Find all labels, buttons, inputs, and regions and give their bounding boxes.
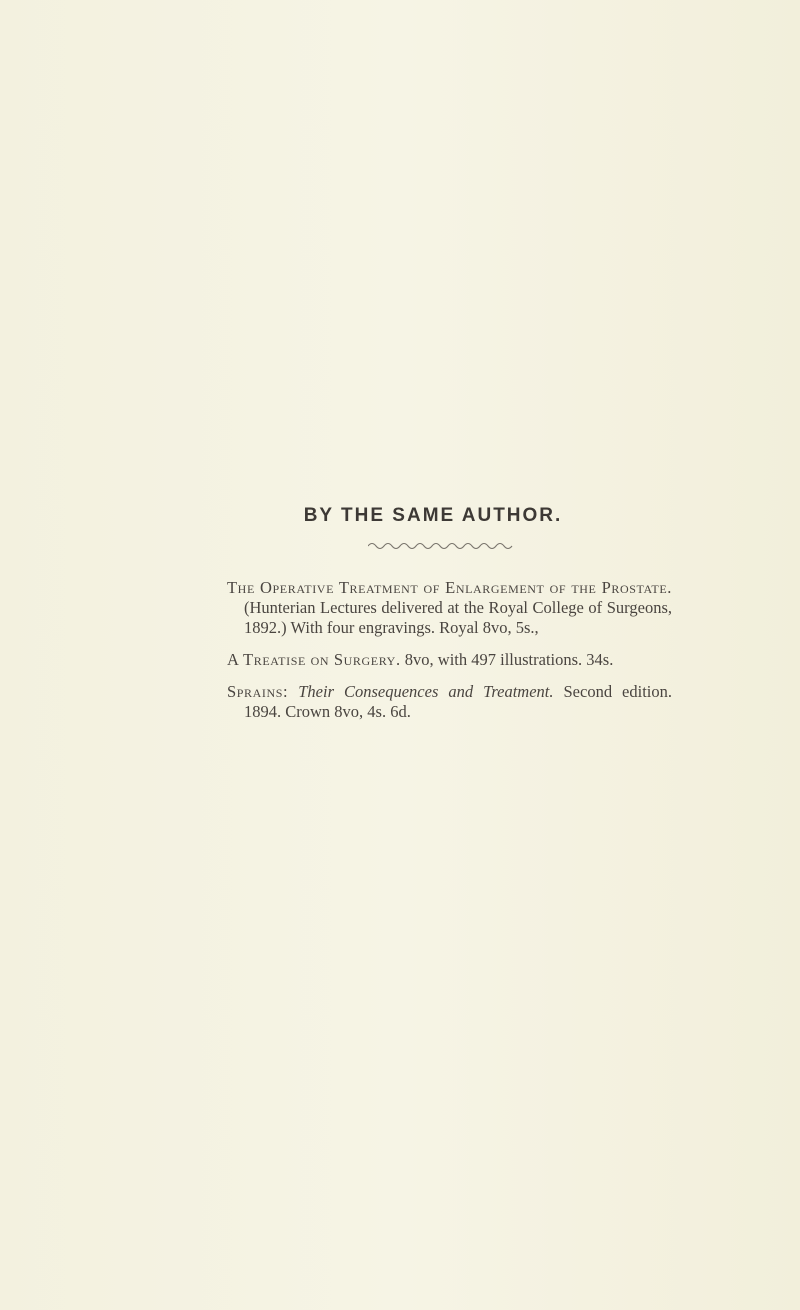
book-title: The Operative Treatment of Enlargement of the Prostate. <box>227 578 672 597</box>
book-entry-surgery <box>227 650 672 670</box>
book-title: Sprains: <box>227 682 289 701</box>
wavy-rule-ornament <box>368 540 513 550</box>
book-entry-sprains <box>227 682 672 722</box>
book-details: (Hunterian Lectures delivered at the Royal College of Surgeons, 1892.) With four engravings. Royal 8vo, 5s., <box>244 598 672 637</box>
book-title: A Treatise on Surgery. <box>227 650 401 669</box>
book-details: Second edition. 1894. Crown 8vo, 4s. 6d. <box>244 682 673 721</box>
book-details: 8vo, with 497 illustrations. 34s. <box>404 650 614 669</box>
book-entry-prostate <box>227 578 672 638</box>
book-subtitle: Their Consequences and Treatment. <box>298 682 554 701</box>
book-list <box>227 578 672 734</box>
page-heading: BY THE SAME AUTHOR. <box>303 505 563 526</box>
